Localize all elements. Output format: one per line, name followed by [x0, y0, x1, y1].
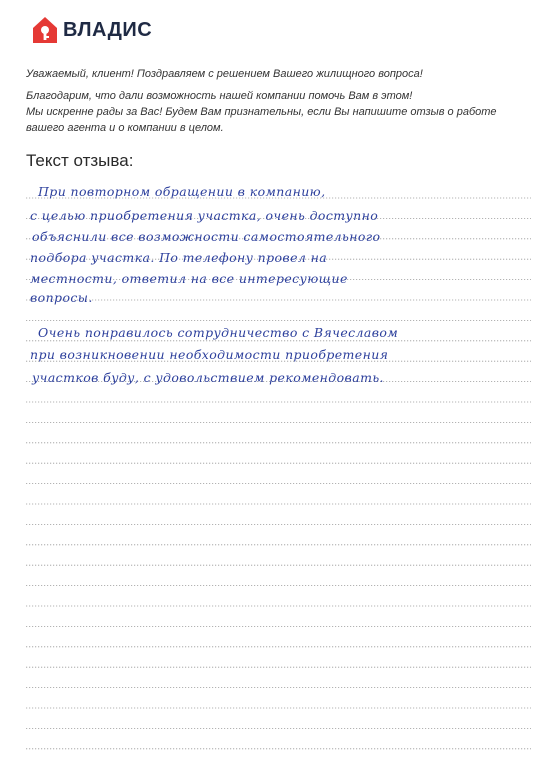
house-key-icon — [32, 16, 58, 44]
request-line-2: вашего агента и о компании в целом. — [26, 122, 224, 134]
handwritten-line: вопросы. — [30, 290, 93, 305]
brand-logo — [32, 16, 152, 44]
handwritten-line: Очень понравилось сотрудничество с Вячеславом — [38, 325, 399, 340]
brand-name: ВЛАДИС — [63, 18, 153, 41]
thanks-line — [26, 88, 526, 136]
handwritten-line: участков буду, с удовольствием рекомендовать. — [32, 370, 384, 385]
handwritten-line: местности, ответил на все интересующие — [30, 271, 348, 286]
request-line-1: Мы искренне рады за Вас! Будем Вам признательны, если Вы напишите отзыв о работе — [26, 106, 497, 118]
handwritten-line: При повторном обращении в компанию, — [38, 184, 326, 199]
greeting-line: Уважаемый, клиент! Поздравляем с решением Вашего жилищного вопроса! — [26, 68, 423, 80]
handwritten-line: с целью приобретения участка, очень доступно — [30, 208, 379, 223]
review-heading: Текст отзыва: — [26, 151, 134, 170]
handwritten-line: подбора участка. По телефону провел на — [30, 250, 328, 265]
handwritten-line: объяснили все возможности самостоятельного — [32, 229, 381, 244]
handwritten-line: при возникновении необходимости приобретения — [30, 347, 389, 362]
intro-text — [26, 66, 526, 136]
thanks-text: Благодарим, что дали возможность нашей компании помочь Вам в этом! — [26, 90, 413, 102]
